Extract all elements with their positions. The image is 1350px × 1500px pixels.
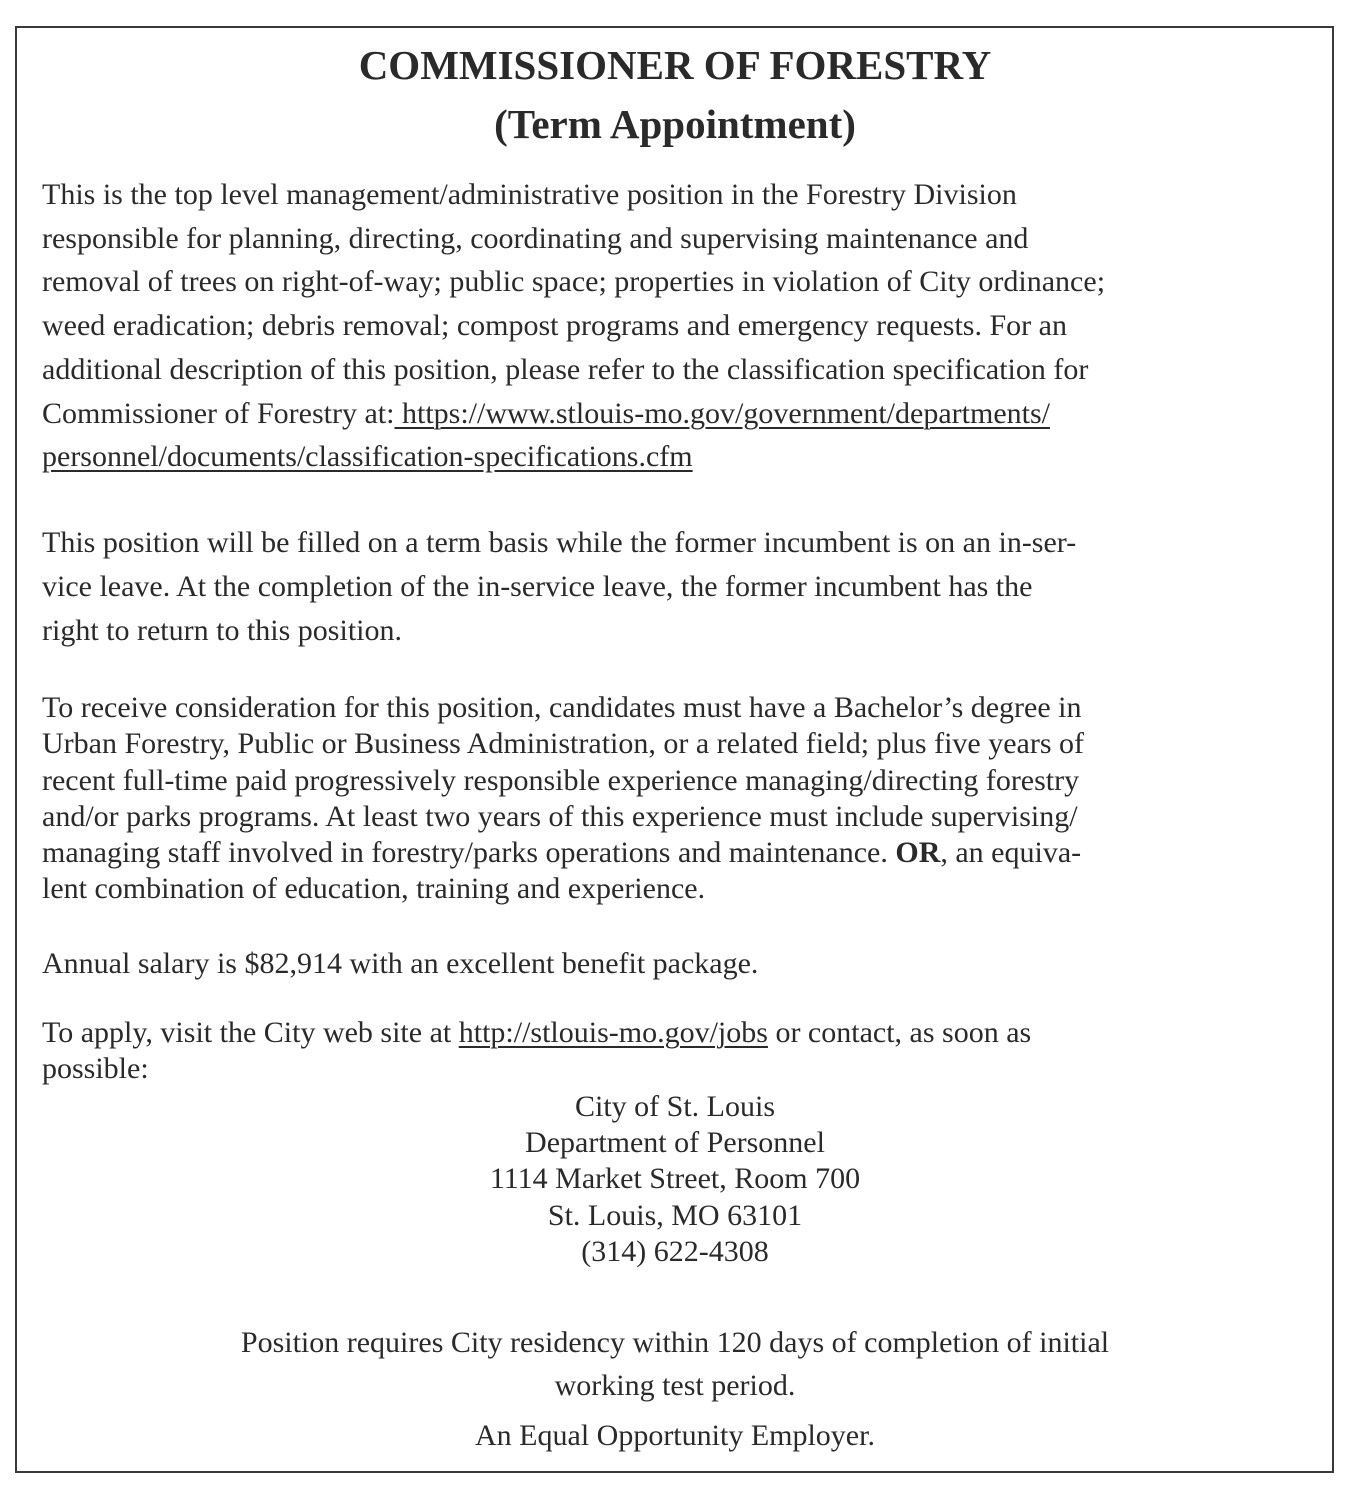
- apply-line: [42, 1015, 1317, 1051]
- address-city-state-zip: St. Louis, MO 63101: [547, 1198, 803, 1232]
- address-department: Department of Personnel: [525, 1126, 825, 1160]
- classification-spec-link[interactable]: https://www.stlouis-mo.gov/government/departments/: [394, 396, 1050, 430]
- qualifications-line: recent full-time paid progressively responsible experience managing/directing forestry: [42, 763, 1080, 797]
- qualifications-text: , an equiva-: [940, 836, 1082, 870]
- description-line: responsible for planning, directing, coordinating and supervising maintenance and: [42, 221, 1029, 255]
- contact-address: [0, 1089, 1350, 1270]
- qualifications-line: lent combination of education, training and experience.: [42, 872, 706, 906]
- qualifications-line: [42, 835, 1317, 871]
- equal-opportunity-statement: [0, 1418, 1350, 1454]
- term-line: vice leave. At the completion of the in-service leave, the former incumbent has the: [42, 570, 1033, 603]
- qualifications-line: and/or parks programs. At least two years of this experience must include supervising/: [42, 799, 1078, 833]
- salary-text: Annual salary is $82,914 with an excellent benefit package.: [42, 947, 759, 980]
- term-line: right to return to this position.: [42, 614, 402, 647]
- salary-paragraph: [42, 946, 1317, 982]
- address-phone: (314) 622-4308: [581, 1234, 769, 1268]
- job-title: COMMISSIONER OF FORESTRY: [358, 42, 992, 88]
- or-emphasis: OR: [895, 836, 941, 870]
- eoe-text: An Equal Opportunity Employer.: [475, 1419, 875, 1452]
- qualifications-line: To receive consideration for this position, candidates must have a Bachelor’s degree in: [42, 691, 1082, 724]
- apply-suffix: or contact, as soon as: [767, 1016, 1032, 1049]
- residency-requirement: [0, 1321, 1350, 1407]
- link-prefix: Commissioner of Forestry at:: [42, 396, 395, 430]
- job-subtitle: (Term Appointment): [494, 101, 856, 147]
- residency-line: Position requires City residency within 120 days of completion of initial: [240, 1326, 1110, 1359]
- qualifications-text: managing staff involved in forestry/parks operations and maintenance.: [42, 836, 896, 870]
- description-line: additional description of this position, please refer to the classification specification for: [42, 352, 1089, 386]
- apply-prefix: To apply, visit the City web site at: [42, 1016, 459, 1049]
- apply-paragraph: [42, 1015, 1317, 1087]
- address-organization: City of St. Louis: [574, 1090, 776, 1123]
- qualifications-paragraph: [42, 690, 1317, 908]
- description-line: This is the top level management/administrative position in the Forestry Division: [42, 178, 1017, 211]
- term-basis-paragraph: [42, 521, 1317, 653]
- classification-spec-link-continued[interactable]: personnel/documents/classification-specifications.cfm: [42, 440, 693, 474]
- apply-line: possible:: [42, 1052, 149, 1085]
- term-line: This position will be filled on a term basis while the former incumbent is on an in-ser-: [42, 526, 1077, 559]
- description-line: weed eradication; debris removal; compost programs and emergency requests. For an: [42, 309, 1067, 343]
- description-line: [42, 392, 1317, 436]
- address-street: 1114 Market Street, Room 700: [489, 1162, 861, 1196]
- description-line: removal of trees on right-of-way; public space; properties in violation of City ordinance;: [42, 265, 1106, 299]
- position-description: [42, 173, 1317, 479]
- jobs-link[interactable]: http://stlouis-mo.gov/jobs: [458, 1016, 768, 1049]
- qualifications-line: Urban Forestry, Public or Business Administration, or a related field; plus five years of: [42, 727, 1085, 761]
- description-line: [42, 435, 1317, 479]
- residency-line: working test period.: [554, 1369, 796, 1402]
